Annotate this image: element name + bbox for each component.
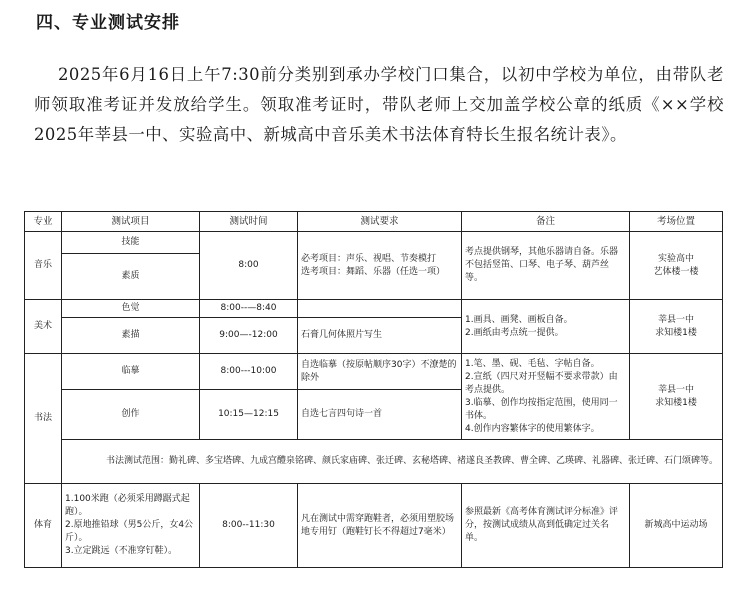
callig-item-copy: 临摹 (62, 354, 200, 390)
callig-req-create: 自选七言四句诗一首 (298, 390, 462, 440)
table-row-art-color (25, 300, 723, 318)
header-item: 测试项目 (62, 212, 200, 232)
music-time-cell: 8:00 (200, 232, 298, 300)
music-subject-cell: 音乐 (25, 232, 62, 300)
callig-time-create: 10:15—12:15 (200, 390, 298, 440)
table-row-music-skill (25, 232, 723, 254)
art-req-color (298, 300, 462, 318)
pe-items-cell: 1.100米跑（必须采用蹲踞式起跑）。 2.原地推铅球（男5公斤，女4公斤）。 3.立定跳远（不准穿钉鞋）。 (62, 484, 200, 568)
callig-item-create: 创作 (62, 390, 200, 440)
art-notes-cell: 1.画具、画凳、画板自备。 2.画纸由考点统一提供。 (462, 300, 630, 354)
pe-notes-cell: 参照最新《高考体育测试评分标准》评分，按测试成绩从高到低确定过关名单。 (462, 484, 630, 568)
music-location-cell: 实验高中 艺体楼一楼 (630, 232, 723, 300)
art-time-sketch: 9:00—-12:00 (200, 318, 298, 354)
music-item-skill: 技能 (62, 232, 200, 254)
callig-notes-cell: 1.笔、墨、砚、毛毡、字帖自备。 2.宣纸（四尺对开竖幅不要求带款）由考点提供。 3.临摹、创作均按指定范围，使用同一书体。 4.创作内容繁体字的使用繁体字。 (462, 354, 630, 440)
art-time-color: 8:00--—8:40 (200, 300, 298, 318)
pe-time-cell: 8:00--11:30 (200, 484, 298, 568)
art-subject-cell: 美术 (25, 300, 62, 354)
header-subject: 专业 (25, 212, 62, 232)
callig-location-cell: 莘县一中 求知楼1楼 (630, 354, 723, 440)
callig-time-copy: 8:00---10:00 (200, 354, 298, 390)
pe-subject-cell: 体育 (25, 484, 62, 568)
music-item-quality: 素质 (62, 254, 200, 300)
table-row-callig-copy (25, 354, 723, 390)
art-location-cell: 莘县一中 求知楼1楼 (630, 300, 723, 354)
header-requirements: 测试要求 (298, 212, 462, 232)
callig-req-copy: 自选临摹（按原帖顺序30字）不潦楚的除外 (298, 354, 462, 390)
schedule-table (24, 211, 723, 568)
pe-requirements-cell: 凡在测试中需穿跑鞋者，必须用塑胶场地专用钉（跑鞋钉长不得超过7毫米） (298, 484, 462, 568)
callig-scope-cell: 书法测试范围：勤礼碑、多宝塔碑、九成宫醴泉铭碑、颜氏家庙碑、张迁碑、玄秘塔碑、褚遂良圣教碑、曹全碑、乙瑛碑、礼器碑、张迁碑、石门颂碑等。 (62, 440, 723, 484)
intro-paragraph (34, 60, 724, 150)
callig-subject-cell: 书法 (25, 354, 62, 484)
pe-location-cell: 新城高中运动场 (630, 484, 723, 568)
header-location: 考场位置 (630, 212, 723, 232)
header-time: 测试时间 (200, 212, 298, 232)
art-item-color: 色觉 (62, 300, 200, 318)
header-notes: 备注 (462, 212, 630, 232)
music-notes-cell: 考点提供钢琴，其他乐器请自备。乐器不包括竖笛、口琴、电子琴、葫芦丝等。 (462, 232, 630, 300)
intro-text: 2025年6月16日上午7:30前分类别到承办学校门口集合，以初中学校为单位，由带队老师领取准考证并发放给学生。领取准考证时，带队老师上交加盖学校公章的纸质《××学校2025年莘县一中、实验高中、新城高中音乐美术书法体育特长生报名统计表》。 (34, 65, 724, 144)
table-header-row (25, 212, 723, 232)
art-req-sketch: 石膏几何体照片写生 (298, 318, 462, 354)
section-heading: 四、专业测试安排 (36, 13, 180, 33)
table-row-pe (25, 484, 723, 568)
table-row-callig-scope (25, 440, 723, 484)
art-item-sketch: 素描 (62, 318, 200, 354)
music-requirements-cell: 必考项目：声乐、视唱、节奏模打 选考项目：舞蹈、乐器（任选一项） (298, 232, 462, 300)
